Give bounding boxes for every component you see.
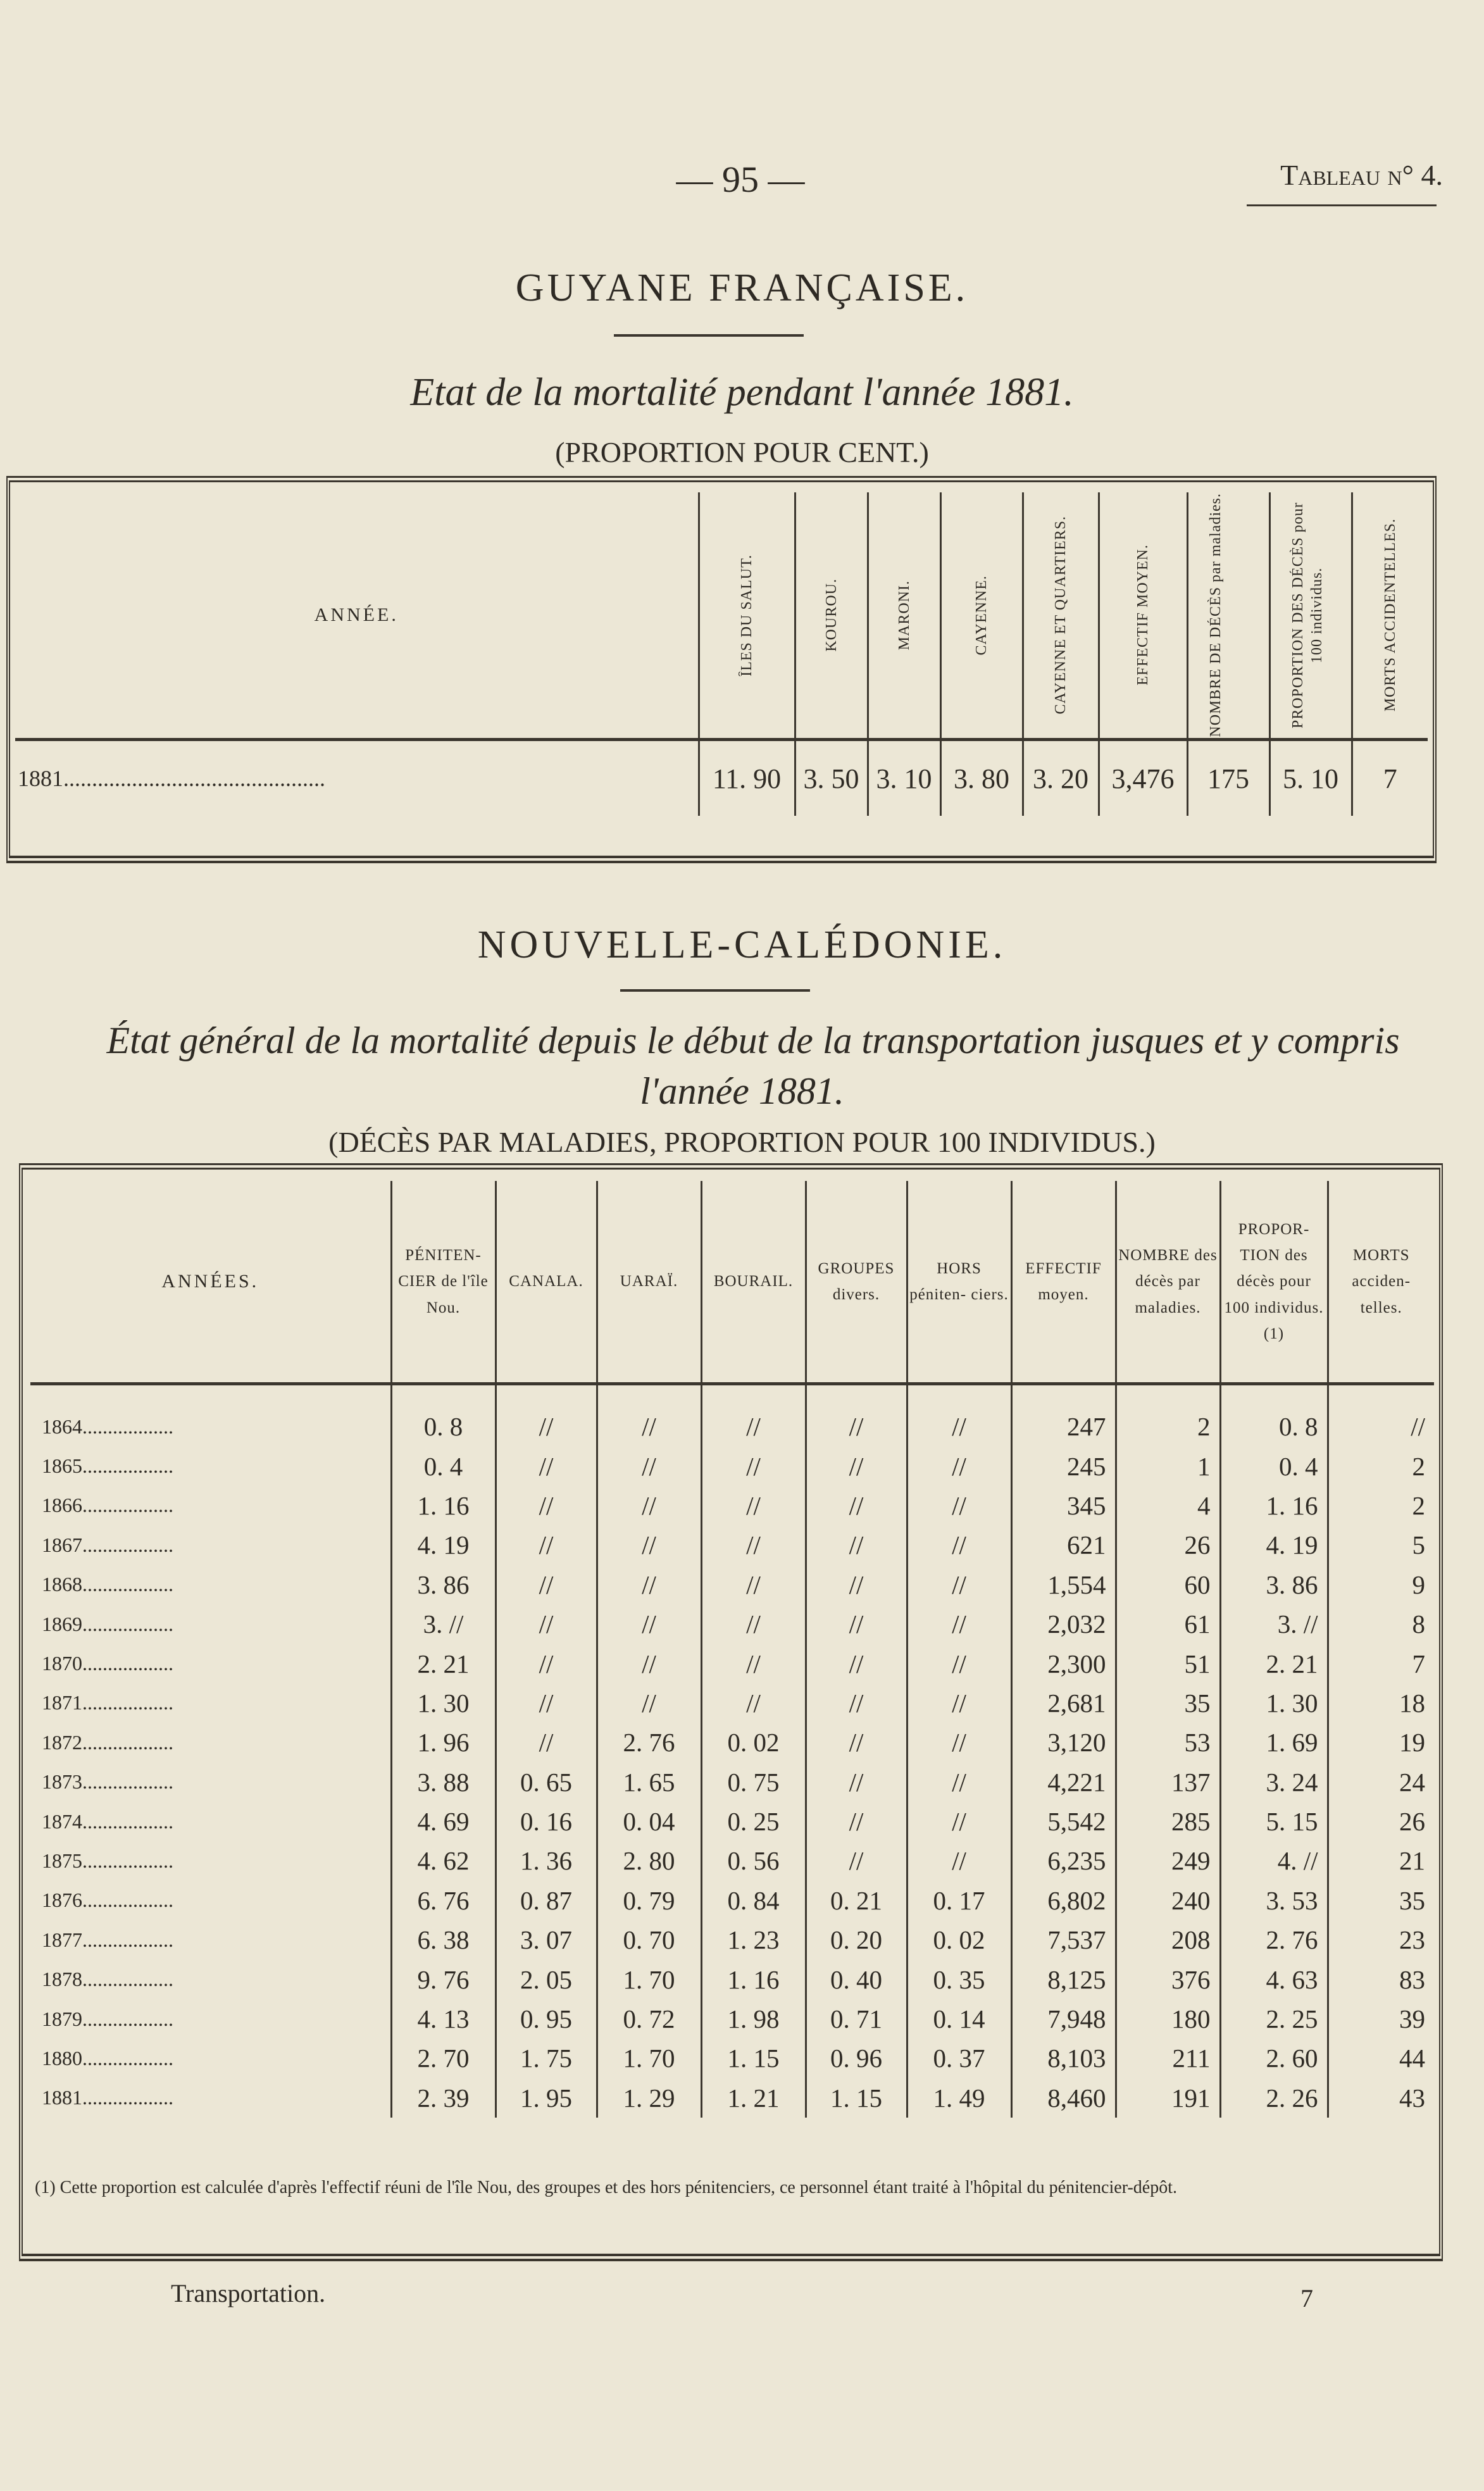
table1-header-cell xyxy=(1187,492,1269,740)
year-cell: 1864.................. xyxy=(42,1414,173,1438)
table2-cell: 2 xyxy=(1116,1384,1220,1447)
table1-header-label: EFFECTIF MOYEN. xyxy=(1135,544,1151,686)
table-row xyxy=(30,1604,1434,1644)
table2-cell: 19 xyxy=(1328,1723,1434,1762)
table2-cell: 0. 4 xyxy=(391,1446,496,1485)
year-cell: 1879.................. xyxy=(42,2007,173,2030)
table2-cell: 1. 16 xyxy=(701,1959,806,1999)
table2-cell: 8,460 xyxy=(1011,2078,1116,2118)
section2-note: (DÉCÈS PAR MALADIES, PROPORTION POUR 100 INDIVIDUS.) xyxy=(328,1126,1156,1158)
table2-cell: 2,300 xyxy=(1011,1644,1116,1683)
table2-cell: 2. 76 xyxy=(1220,1920,1328,1959)
table1-cell: 175 xyxy=(1187,740,1269,816)
table1-header-cell xyxy=(15,492,699,740)
table2-cell: 0. 35 xyxy=(907,1959,1011,1999)
year-cell: 1878.................. xyxy=(42,1968,173,1991)
section1-note: (PROPORTION POUR CENT.) xyxy=(555,436,929,468)
table2-cell: 0. 20 xyxy=(806,1920,907,1959)
table2-cell: 3. // xyxy=(1220,1604,1328,1644)
section1-title: GUYANE FRANÇAISE. xyxy=(515,266,969,309)
table2-cell: // xyxy=(496,1683,597,1723)
table2-cell: 2. 21 xyxy=(391,1644,496,1683)
table1-cell: 11. 90 xyxy=(699,740,795,816)
table2-cell: 208 xyxy=(1116,1920,1220,1959)
table1-header-label: PROPORTION DES DÉCÈS pour 100 individus. xyxy=(1290,502,1325,728)
table2-cell: 3. 88 xyxy=(391,1763,496,1802)
table2-cell: 2. 25 xyxy=(1220,1999,1328,2038)
table2-cell: 7 xyxy=(1328,1644,1434,1683)
table2-cell: 1. 70 xyxy=(597,2038,701,2078)
year-cell: 1874.................. xyxy=(42,1809,173,1833)
table2-cell: 2. 39 xyxy=(391,2078,496,2118)
table2-cell: // xyxy=(496,1644,597,1683)
section2-subtitle-line2: l'année 1881. xyxy=(640,1070,844,1112)
table2-cell: 0. 65 xyxy=(496,1763,597,1802)
table2-cell: 3. 53 xyxy=(1220,1881,1328,1920)
table2-cell: 0. 56 xyxy=(701,1841,806,1880)
table-row xyxy=(30,1446,1434,1485)
table2-cell: 6,802 xyxy=(1011,1881,1116,1920)
table2-cell: 7,537 xyxy=(1011,1920,1116,1959)
table2-cell: // xyxy=(701,1525,806,1564)
year-cell: 1876.................. xyxy=(42,1889,173,1912)
table-reference-underline xyxy=(1247,204,1437,206)
table2-cell: 35 xyxy=(1328,1881,1434,1920)
table2-cell: 6. 76 xyxy=(391,1881,496,1920)
table2-cell: // xyxy=(701,1604,806,1644)
table2-cell: 137 xyxy=(1116,1763,1220,1802)
table2-cell: 0. 02 xyxy=(701,1723,806,1762)
table2-cell: // xyxy=(907,1384,1011,1447)
table-row xyxy=(30,1384,1434,1447)
table-row xyxy=(30,2078,1434,2118)
table2-body xyxy=(30,1384,1434,2118)
table2-cell: // xyxy=(806,1604,907,1644)
table1-header-row xyxy=(15,492,1428,740)
table-row xyxy=(30,1841,1434,1880)
table2-cell: 621 xyxy=(1011,1525,1116,1564)
section2-rule xyxy=(620,989,810,992)
table2-cell: 43 xyxy=(1328,2078,1434,2118)
table2-cell: 2. 60 xyxy=(1220,2038,1328,2078)
table2-cell: 4. 62 xyxy=(391,1841,496,1880)
table2-cell: 8,103 xyxy=(1011,2038,1116,2078)
table-row xyxy=(30,1881,1434,1920)
table1-header-label: ANNÉE. xyxy=(314,604,399,625)
table1-header-label: CAYENNE ET QUARTIERS. xyxy=(1052,516,1069,715)
table2-cell: 9 xyxy=(1328,1565,1434,1604)
table2-cell: 24 xyxy=(1328,1763,1434,1802)
table2-cell: // xyxy=(806,1683,907,1723)
year-cell: 1872.................. xyxy=(42,1730,173,1754)
section2-title: NOUVELLE-CALÉDONIE. xyxy=(477,923,1007,966)
year-cell: 1866.................. xyxy=(42,1494,173,1517)
year-cell: 1867.................. xyxy=(42,1533,173,1556)
table2-cell: // xyxy=(496,1446,597,1485)
table2-cell: 1. 21 xyxy=(701,2078,806,2118)
table2-cell: // xyxy=(806,1525,907,1564)
table2-cell: 1. 36 xyxy=(496,1841,597,1880)
table2-cell: 0. 4 xyxy=(1220,1446,1328,1485)
table2-cell: 285 xyxy=(1116,1802,1220,1841)
year-cell: 1865.................. xyxy=(42,1454,173,1478)
table2-cell: // xyxy=(806,1486,907,1525)
table2-cell: 3. 07 xyxy=(496,1920,597,1959)
table2-cell: 1. 29 xyxy=(597,2078,701,2118)
table1-cell: 7 xyxy=(1352,740,1428,816)
table2-header-cell: CANALA. xyxy=(496,1181,597,1384)
table2-cell: 1. 95 xyxy=(496,2078,597,2118)
table2-cell: 4. 63 xyxy=(1220,1959,1328,1999)
table2-cell: 1. 15 xyxy=(701,2038,806,2078)
table2-cell: 2,032 xyxy=(1011,1604,1116,1644)
table1-cell: 1881.............................................. xyxy=(18,766,325,791)
year-cell: 1877.................. xyxy=(42,1928,173,1951)
table-row xyxy=(30,1959,1434,1999)
table2-cell: 0. 25 xyxy=(701,1802,806,1841)
table1-header-cell xyxy=(795,492,868,740)
table1-header-label: MARONI. xyxy=(895,580,913,651)
table2-cell: // xyxy=(496,1525,597,1564)
table1-header-cell xyxy=(1269,492,1352,740)
table2-cell: // xyxy=(496,1604,597,1644)
table2-cell: 0. 72 xyxy=(597,1999,701,2038)
table2-cell: 180 xyxy=(1116,1999,1220,2038)
table2-cell: 35 xyxy=(1116,1683,1220,1723)
table2-header-cell: NOMBRE des décès par maladies. xyxy=(1116,1181,1220,1384)
table2-cell: 0. 02 xyxy=(907,1920,1011,1959)
table2-cell: 4. // xyxy=(1220,1841,1328,1880)
table2-cell: // xyxy=(701,1683,806,1723)
table2-header-row xyxy=(30,1181,1434,1384)
table2-header-cell: MORTS acciden- telles. xyxy=(1328,1181,1434,1384)
footnote: (1) Cette proportion est calculée d'après l'effectif réuni de l'île Nou, des groupes et des hors pénitenciers, ce personnel étant traité à l'hôpital du pénitencier-dépôt. xyxy=(35,2178,1177,2197)
table2-cell: // xyxy=(597,1604,701,1644)
table2-cell: 0. 04 xyxy=(597,1802,701,1841)
table2-cell: 1. 15 xyxy=(806,2078,907,2118)
section2-subtitle-line1: État général de la mortalité depuis le début de la transportation jusques et y compris xyxy=(106,1020,1400,1061)
table2-cell: 0. 37 xyxy=(907,2038,1011,2078)
table2-cell: // xyxy=(597,1565,701,1604)
table2-cell: 6. 38 xyxy=(391,1920,496,1959)
table1-header-cell xyxy=(868,492,940,740)
table1-cell: 3,476 xyxy=(1099,740,1187,816)
table2-cell: 5,542 xyxy=(1011,1802,1116,1841)
table-row xyxy=(15,740,1428,816)
table-row xyxy=(30,1683,1434,1723)
table1-header-cell xyxy=(1023,492,1099,740)
table2-cell: // xyxy=(806,1446,907,1485)
table-reference: Tableau n° 4. xyxy=(1280,159,1443,191)
table2-cell: // xyxy=(907,1446,1011,1485)
table-row xyxy=(30,1920,1434,1959)
table2-cell: 3. // xyxy=(391,1604,496,1644)
table-row xyxy=(30,1565,1434,1604)
table2-cell: 18 xyxy=(1328,1683,1434,1723)
year-cell: 1873.................. xyxy=(42,1770,173,1794)
table2-cell: 2 xyxy=(1328,1486,1434,1525)
table2-cell: 0. 16 xyxy=(496,1802,597,1841)
table2-cell: 211 xyxy=(1116,2038,1220,2078)
table-row xyxy=(30,1644,1434,1683)
table-row xyxy=(30,1525,1434,1564)
table2-cell: 245 xyxy=(1011,1446,1116,1485)
table2-cell: 2 xyxy=(1328,1446,1434,1485)
table2-cell: // xyxy=(907,1763,1011,1802)
table2-cell: // xyxy=(701,1565,806,1604)
table2-cell: 4. 69 xyxy=(391,1802,496,1841)
table2-cell: // xyxy=(597,1644,701,1683)
table2-cell: 247 xyxy=(1011,1384,1116,1447)
table2-cell: 1. 96 xyxy=(391,1723,496,1762)
table2-cell: 0. 79 xyxy=(597,1881,701,1920)
table1-cell: 5. 10 xyxy=(1269,740,1352,816)
table2-header-cell: GROUPES divers. xyxy=(806,1181,907,1384)
table2-header-cell: ANNÉES. xyxy=(30,1181,391,1384)
table2-header-cell: BOURAIL. xyxy=(701,1181,806,1384)
table1-header-cell xyxy=(1352,492,1428,740)
table2-header-cell: PROPOR- TION des décès pour 100 individus. (1) xyxy=(1220,1181,1328,1384)
table2-header-cell: PÉNITEN- CIER de l'île Nou. xyxy=(391,1181,496,1384)
table2-cell: 0. 75 xyxy=(701,1763,806,1802)
table2-cell: // xyxy=(496,1565,597,1604)
table2-cell: 2. 05 xyxy=(496,1959,597,1999)
nouvelle-caledonie-table xyxy=(30,1181,1434,2118)
table2-cell: 0. 95 xyxy=(496,1999,597,2038)
table2-cell: 0. 21 xyxy=(806,1881,907,1920)
table1-header-label: CAYENNE. xyxy=(973,575,990,656)
table2-cell: 83 xyxy=(1328,1959,1434,1999)
table2-cell: // xyxy=(496,1384,597,1447)
table1-header-label: KOUROU. xyxy=(823,578,840,652)
table2-cell: // xyxy=(806,1565,907,1604)
table1-header-cell xyxy=(1099,492,1187,740)
table2-cell: 1. 65 xyxy=(597,1763,701,1802)
table1-header-label: NOMBRE DE DÉCÈS par maladies. xyxy=(1207,493,1224,737)
table2-cell: 6,235 xyxy=(1011,1841,1116,1880)
table2-cell: // xyxy=(907,1723,1011,1762)
table2-cell: 1. 23 xyxy=(701,1920,806,1959)
table1-cell: 3. 50 xyxy=(795,740,868,816)
table2-cell: 9. 76 xyxy=(391,1959,496,1999)
table2-cell: 53 xyxy=(1116,1723,1220,1762)
table2-cell: 2. 26 xyxy=(1220,2078,1328,2118)
table2-cell: 26 xyxy=(1328,1802,1434,1841)
table2-cell: 1. 75 xyxy=(496,2038,597,2078)
year-cell: 1881.................. xyxy=(42,2086,173,2109)
table2-cell: 1. 70 xyxy=(597,1959,701,1999)
table2-cell: 4. 13 xyxy=(391,1999,496,2038)
table2-cell: 345 xyxy=(1011,1486,1116,1525)
table1-cell: 3. 10 xyxy=(868,740,940,816)
table2-cell: 2. 70 xyxy=(391,2038,496,2078)
table2-cell: 3. 86 xyxy=(391,1565,496,1604)
table2-cell: 61 xyxy=(1116,1604,1220,1644)
table2-cell: 4 xyxy=(1116,1486,1220,1525)
table2-cell: // xyxy=(597,1384,701,1447)
table1-header-label: MORTS ACCIDENTELLES. xyxy=(1381,518,1399,712)
table2-cell: 240 xyxy=(1116,1881,1220,1920)
table2-cell: 4,221 xyxy=(1011,1763,1116,1802)
table2-cell: // xyxy=(806,1644,907,1683)
table2-cell: // xyxy=(597,1486,701,1525)
table2-cell: 1. 49 xyxy=(907,2078,1011,2118)
table2-cell: // xyxy=(907,1604,1011,1644)
table2-cell: 5 xyxy=(1328,1525,1434,1564)
table2-cell: 2. 76 xyxy=(597,1723,701,1762)
table2-cell: // xyxy=(806,1763,907,1802)
year-cell: 1871.................. xyxy=(42,1691,173,1714)
table2-cell: 4. 19 xyxy=(391,1525,496,1564)
table2-cell: 39 xyxy=(1328,1999,1434,2038)
table2-cell: 21 xyxy=(1328,1841,1434,1880)
table2-cell: // xyxy=(806,1802,907,1841)
table2-cell: 1. 30 xyxy=(1220,1683,1328,1723)
year-cell: 1868.................. xyxy=(42,1573,173,1596)
table-row xyxy=(30,1999,1434,2038)
table2-cell: 1. 69 xyxy=(1220,1723,1328,1762)
table2-cell: // xyxy=(907,1841,1011,1880)
table2-cell: 0. 96 xyxy=(806,2038,907,2078)
footer-right: 7 xyxy=(1300,2284,1313,2313)
table2-cell: // xyxy=(597,1525,701,1564)
year-cell: 1869.................. xyxy=(42,1612,173,1635)
section1-rule xyxy=(614,334,804,337)
table2-cell: 376 xyxy=(1116,1959,1220,1999)
table2-cell: 51 xyxy=(1116,1644,1220,1683)
table2-header-cell: EFFECTIF moyen. xyxy=(1011,1181,1116,1384)
table1-cell: 3. 80 xyxy=(940,740,1023,816)
table2-cell: 249 xyxy=(1116,1841,1220,1880)
table2-cell: 2. 21 xyxy=(1220,1644,1328,1683)
table2-cell: // xyxy=(907,1565,1011,1604)
table2-cell: 1 xyxy=(1116,1446,1220,1485)
table2-cell: // xyxy=(701,1446,806,1485)
table2-cell: 26 xyxy=(1116,1525,1220,1564)
table2-cell: // xyxy=(907,1525,1011,1564)
table-row xyxy=(30,1723,1434,1762)
table1-cell: 3. 20 xyxy=(1023,740,1099,816)
section1-subtitle: Etat de la mortalité pendant l'année 1881. xyxy=(410,371,1074,414)
table2-cell: 1,554 xyxy=(1011,1565,1116,1604)
table-row xyxy=(30,1763,1434,1802)
table2-header-cell: UARAÏ. xyxy=(597,1181,701,1384)
table2-cell: 60 xyxy=(1116,1565,1220,1604)
table2-cell: // xyxy=(907,1644,1011,1683)
table-row xyxy=(30,1486,1434,1525)
table2-cell: 1. 16 xyxy=(391,1486,496,1525)
table2-cell: 0. 40 xyxy=(806,1959,907,1999)
table2-cell: // xyxy=(806,1384,907,1447)
table2-cell: // xyxy=(597,1683,701,1723)
table2-cell: // xyxy=(806,1841,907,1880)
table2-cell: 8,125 xyxy=(1011,1959,1116,1999)
table2-cell: 0. 87 xyxy=(496,1881,597,1920)
table1-header-label: ÎLES DU SALUT. xyxy=(739,554,755,677)
table2-cell: // xyxy=(907,1486,1011,1525)
table-row xyxy=(30,1802,1434,1841)
table2-header-cell: HORS péniten- ciers. xyxy=(907,1181,1011,1384)
table2-cell: // xyxy=(496,1723,597,1762)
table2-cell: 0. 17 xyxy=(907,1881,1011,1920)
table2-cell: // xyxy=(701,1644,806,1683)
table2-cell: // xyxy=(1328,1384,1434,1447)
table2-cell: 2. 80 xyxy=(597,1841,701,1880)
table2-cell: 0. 8 xyxy=(391,1384,496,1447)
table2-cell: 1. 30 xyxy=(391,1683,496,1723)
table2-cell: // xyxy=(806,1723,907,1762)
year-cell: 1875.................. xyxy=(42,1849,173,1872)
year-cell: 1870.................. xyxy=(42,1652,173,1675)
table2-cell: 3,120 xyxy=(1011,1723,1116,1762)
table2-cell: // xyxy=(496,1486,597,1525)
table2-cell: // xyxy=(907,1802,1011,1841)
table2-cell: 4. 19 xyxy=(1220,1525,1328,1564)
table2-cell: 44 xyxy=(1328,2038,1434,2078)
table2-cell: 0. 84 xyxy=(701,1881,806,1920)
table2-cell: 23 xyxy=(1328,1920,1434,1959)
table2-cell: 0. 71 xyxy=(806,1999,907,2038)
table2-cell: // xyxy=(907,1683,1011,1723)
table2-cell: 1. 16 xyxy=(1220,1486,1328,1525)
table1-header-cell xyxy=(699,492,795,740)
table2-cell: 7,948 xyxy=(1011,1999,1116,2038)
page-number: — 95 — xyxy=(676,159,805,200)
table2-cell: // xyxy=(597,1446,701,1485)
guyane-table xyxy=(15,492,1428,816)
table2-cell: // xyxy=(701,1486,806,1525)
table2-cell: // xyxy=(701,1384,806,1447)
table2-cell: 0. 70 xyxy=(597,1920,701,1959)
table1-header-cell xyxy=(940,492,1023,740)
table2-cell: 3. 86 xyxy=(1220,1565,1328,1604)
table2-cell: 1. 98 xyxy=(701,1999,806,2038)
table2-cell: 8 xyxy=(1328,1604,1434,1644)
table2-cell: 191 xyxy=(1116,2078,1220,2118)
table2-cell: 3. 24 xyxy=(1220,1763,1328,1802)
table2-cell: 2,681 xyxy=(1011,1683,1116,1723)
table2-cell: 0. 8 xyxy=(1220,1384,1328,1447)
year-cell: 1880.................. xyxy=(42,2046,173,2070)
table2-cell: 5. 15 xyxy=(1220,1802,1328,1841)
table-row xyxy=(30,2038,1434,2078)
table2-cell: 0. 14 xyxy=(907,1999,1011,2038)
footer-left: Transportation. xyxy=(171,2279,326,2307)
